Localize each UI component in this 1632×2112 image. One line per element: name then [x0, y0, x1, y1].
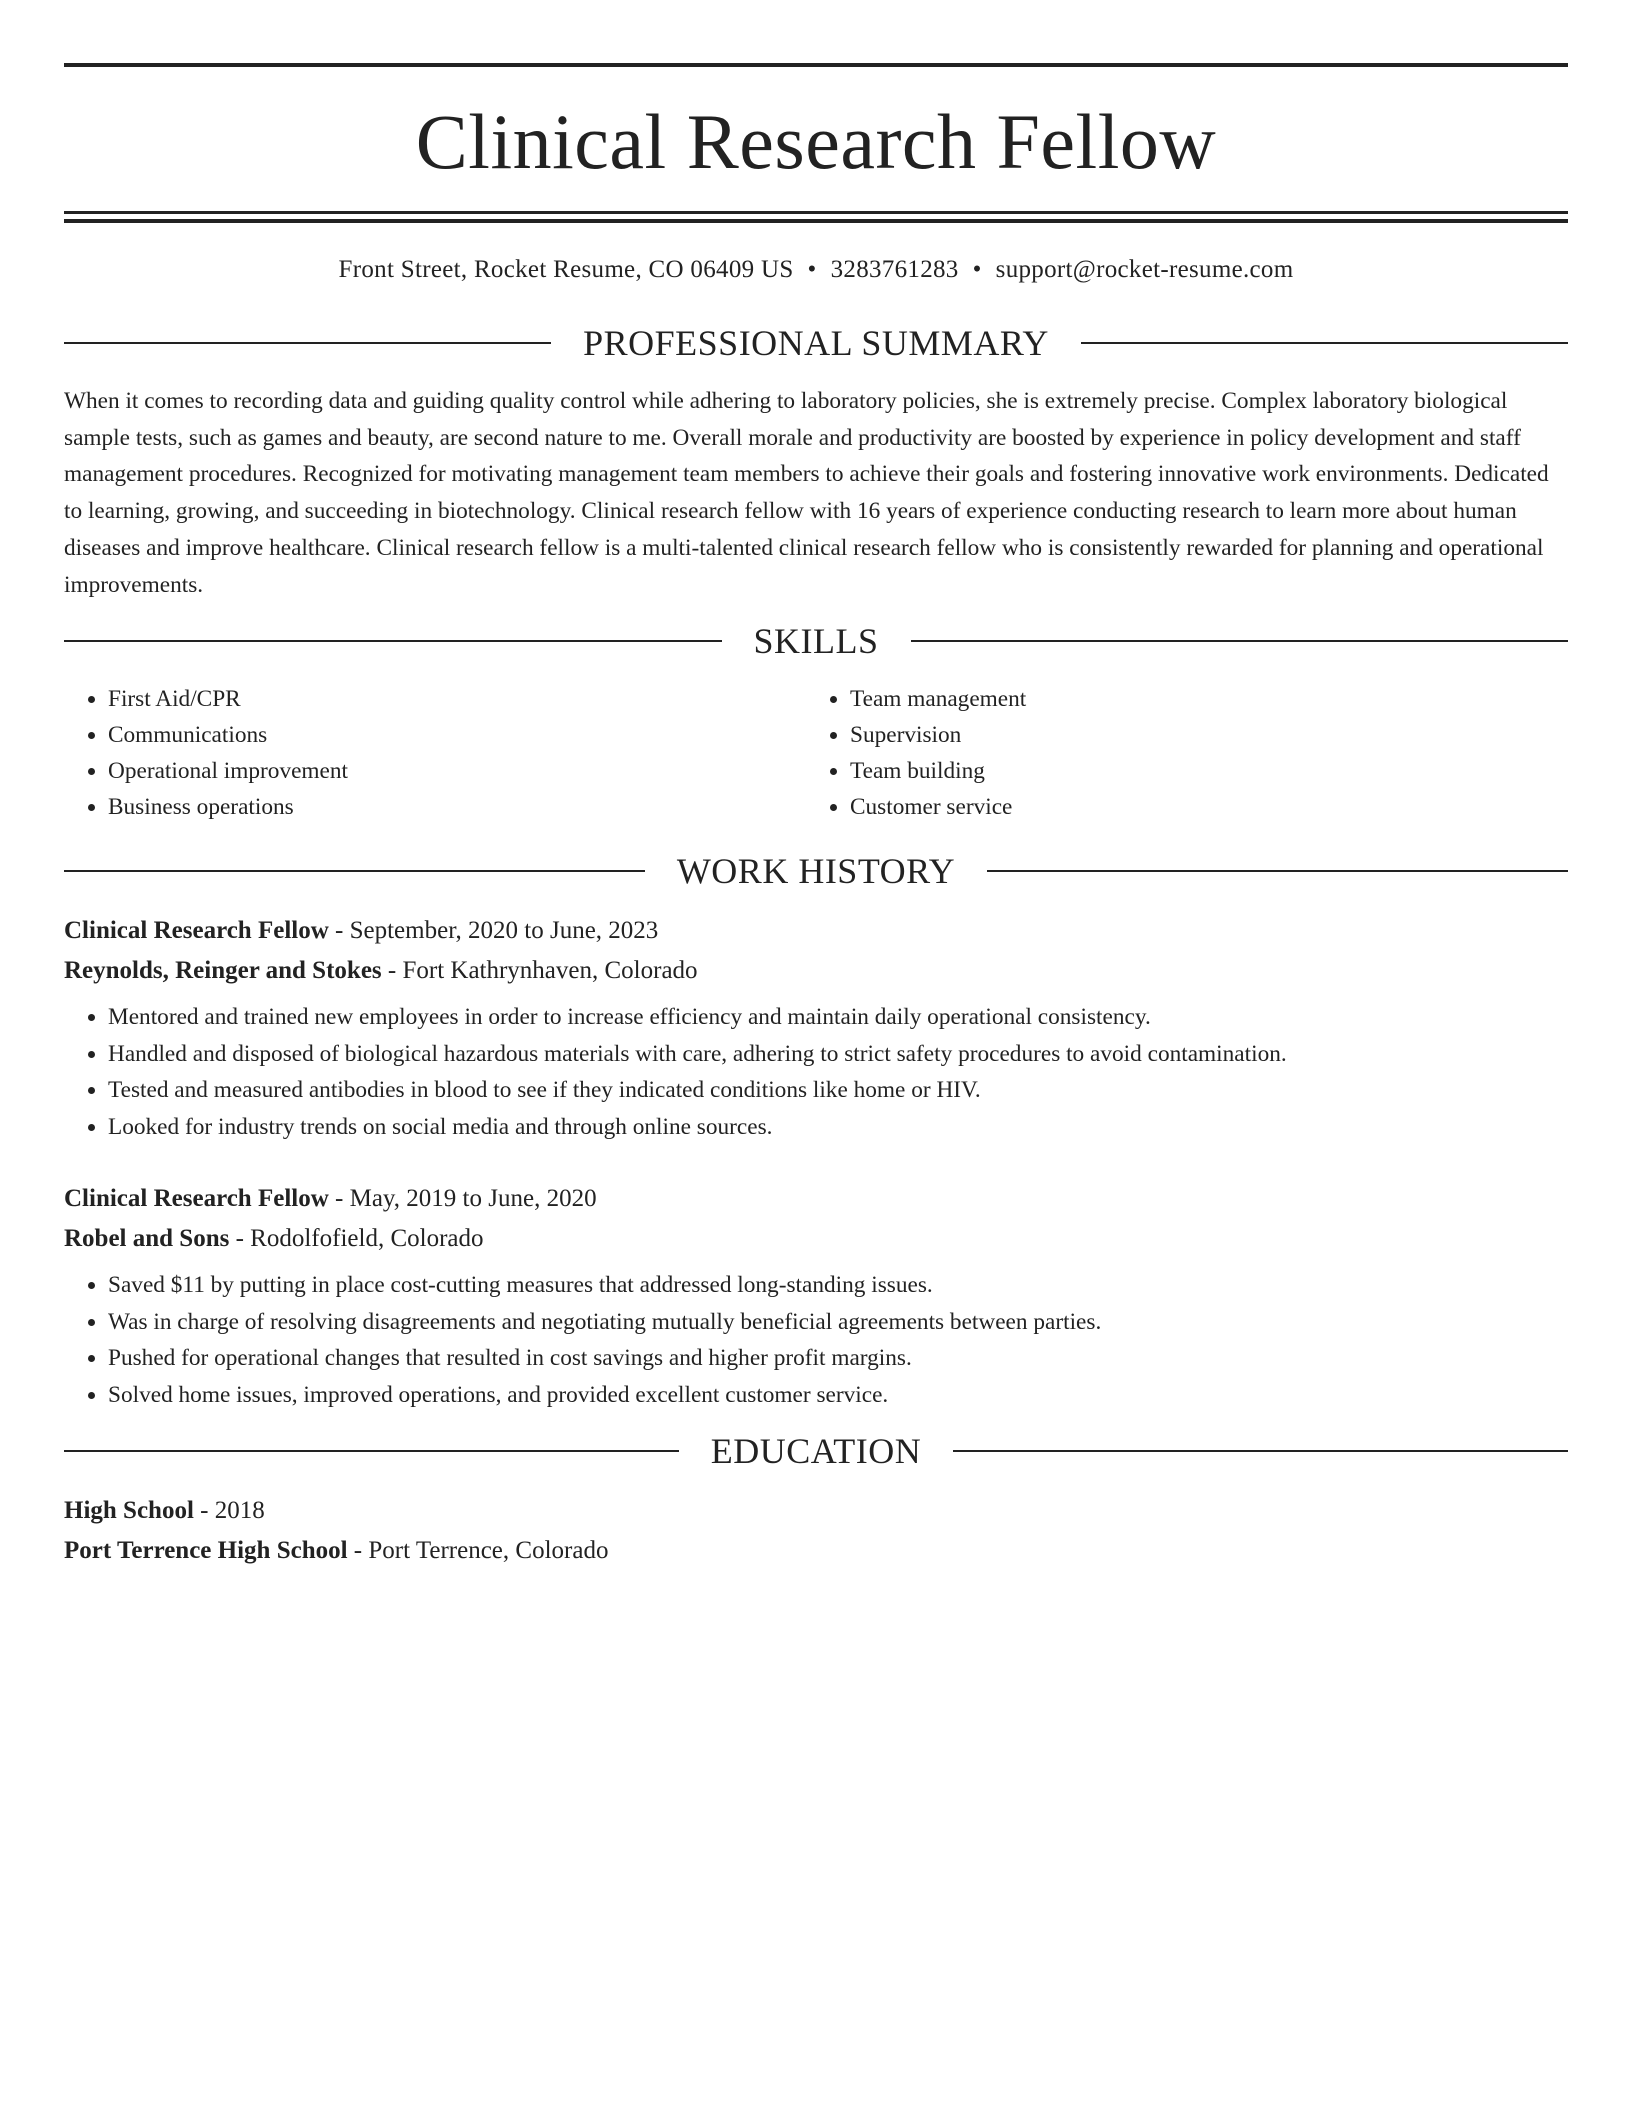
double-rule — [64, 211, 1568, 223]
education-location: - Port Terrence, Colorado — [347, 1537, 609, 1565]
job-bullet: • Pushed for operational changes that resulted in cost savings and higher profit margins. — [108, 1340, 1568, 1377]
skills-column-left — [64, 681, 806, 825]
job-location: - Fort Kathrynhaven, Colorado — [381, 957, 698, 985]
top-rule — [64, 63, 1568, 67]
heading-rule — [911, 640, 1569, 642]
skills-list — [64, 681, 1568, 825]
job-entry — [64, 911, 1568, 1145]
skill-item: • Team management — [850, 681, 1548, 717]
skill-item: • First Aid/CPR — [108, 681, 806, 717]
skill-item: • Business operations — [108, 789, 806, 825]
job-bullets — [64, 999, 1568, 1145]
summary-heading-title: PROFESSIONAL SUMMARY — [583, 323, 1049, 363]
heading-rule — [987, 870, 1568, 872]
skill-item: • Team building — [850, 753, 1548, 789]
contact-separator: • — [972, 256, 982, 283]
job-bullet: • Was in charge of resolving disagreements and negotiating mutually beneficial agreements between parties. — [108, 1304, 1568, 1341]
heading-rule — [1081, 342, 1568, 344]
skill-item: • Communications — [108, 717, 806, 753]
contact-line — [64, 253, 1568, 287]
job-company: Reynolds, Reinger and Stokes — [64, 957, 382, 985]
summary-text: When it comes to recording data and guiding quality control while adhering to laboratory policies, she is extremely precise. Complex laboratory biological sample tests, such as games and beauty, are second nature to me. Overall morale and productivity are boosted by experience in policy development and staff management procedures. Recognized for motivating management team members to achieve their goals and fostering innovative work environments. Dedicated to learning, growing, and succeeding in biotechnology. Clinical research fellow with 16 years of experience conducting research to learn more about human diseases and improve healthcare. Clinical research fellow is a multi-talented clinical research fellow who is consistently rewarded for planning and operational improvements. — [64, 388, 1549, 598]
job-bullet: • Tested and measured antibodies in blood to see if they indicated conditions like home or HIV. — [108, 1072, 1568, 1109]
job-dates: - September, 2020 to June, 2023 — [328, 917, 659, 945]
job-title-line — [64, 1179, 1568, 1219]
heading-rule — [64, 1450, 679, 1452]
job-bullet: • Mentored and trained new employees in order to increase efficiency and maintain daily operational consistency. — [108, 999, 1568, 1036]
contact-email: support@rocket-resume.com — [995, 256, 1294, 283]
job-company-line — [64, 951, 1568, 991]
work-heading-title: WORK HISTORY — [676, 851, 956, 892]
education-degree: High School — [64, 1497, 194, 1525]
heading-rule — [64, 640, 722, 642]
job-title: Clinical Research Fellow — [64, 917, 329, 945]
education-school-line — [64, 1531, 1568, 1571]
job-bullet: • Saved $11 by putting in place cost-cutting measures that addressed long-standing issues. — [108, 1267, 1568, 1304]
summary-heading — [64, 325, 1568, 361]
heading-rule — [64, 342, 551, 344]
education-year: - 2018 — [193, 1497, 265, 1525]
skills-column-right — [806, 681, 1548, 825]
work-heading — [64, 851, 1568, 892]
job-company: Robel and Sons — [64, 1225, 230, 1253]
job-title-line — [64, 911, 1568, 951]
job-entry — [64, 1179, 1568, 1413]
job-bullets — [64, 1267, 1568, 1413]
skill-item: • Customer service — [850, 789, 1548, 825]
education-heading — [64, 1431, 1568, 1472]
job-company-line — [64, 1219, 1568, 1259]
job-bullet: • Handled and disposed of biological hazardous materials with care, adhering to strict safety procedures to avoid contamination. — [108, 1036, 1568, 1073]
education-entry — [64, 1491, 1568, 1571]
education-heading-title: EDUCATION — [710, 1431, 922, 1472]
resume-name: Clinical Research Fellow — [415, 98, 1217, 185]
job-bullet: • Solved home issues, improved operations, and provided excellent customer service. — [108, 1377, 1568, 1414]
contact-separator: • — [807, 256, 817, 283]
job-location: - Rodolfofield, Colorado — [229, 1225, 484, 1253]
skills-heading — [64, 621, 1568, 662]
job-title: Clinical Research Fellow — [64, 1185, 329, 1213]
skill-item: • Operational improvement — [108, 753, 806, 789]
heading-rule — [953, 1450, 1568, 1452]
skill-item: • Supervision — [850, 717, 1548, 753]
contact-phone: 3283761283 — [830, 256, 959, 283]
skills-heading-title: SKILLS — [753, 621, 879, 662]
heading-rule — [64, 870, 645, 872]
contact-address: Front Street, Rocket Resume, CO 06409 US — [338, 256, 794, 283]
education-degree-line — [64, 1491, 1568, 1531]
education-school: Port Terrence High School — [64, 1537, 348, 1565]
job-bullet: • Looked for industry trends on social media and through online sources. — [108, 1109, 1568, 1146]
job-dates: - May, 2019 to June, 2020 — [328, 1185, 597, 1213]
